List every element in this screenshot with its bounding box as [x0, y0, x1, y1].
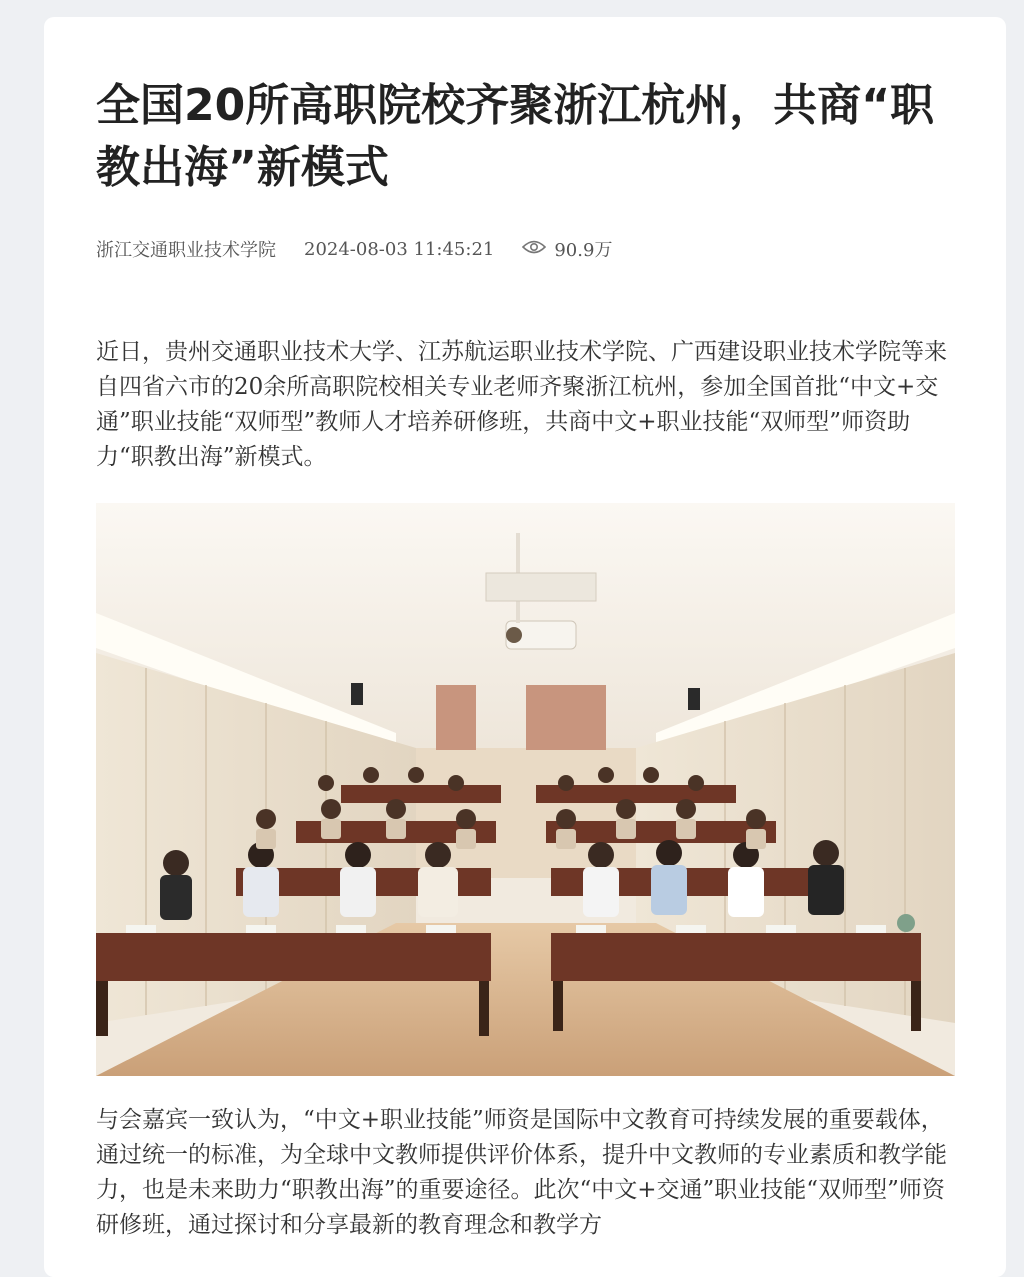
- view-count: [522, 236, 612, 262]
- article-source[interactable]: 浙江交通职业技术学院: [96, 240, 276, 261]
- paragraph-body: 与会嘉宾一致认为，“中文+职业技能”师资是国际中文教育可持续发展的重要载体，通过统一的标准，为全球中文教师提供评价体系，提升中文教师的专业素质和教学能力，也是未来助力“职教出海”的重要途径。此次“中文+交通”职业技能“双师型”师资研修班，通过探讨和分享最新的教育理念和教学方: [96, 1107, 947, 1238]
- view-count-value: 90.9万: [554, 240, 613, 261]
- article-title: 全国20所高职院校齐聚浙江杭州，共商“职教出海”新模式: [96, 80, 935, 193]
- article-card: [44, 17, 1006, 1277]
- article-meta: [96, 237, 612, 261]
- article-datetime: 2024-08-03 11:45:21: [304, 238, 495, 260]
- paragraph-intro: 近日，贵州交通职业技术大学、江苏航运职业技术学院、广西建设职业技术学院等来自四省六市的20余所高职院校相关专业老师齐聚浙江杭州，参加全国首批“中文+交通”职业技能“双师型”教师人才培养研修班，共商中文+职业技能“双师型”师资助力“职教出海”新模式。: [96, 339, 947, 470]
- eye-icon: [522, 239, 546, 260]
- article-photo: [96, 503, 955, 1076]
